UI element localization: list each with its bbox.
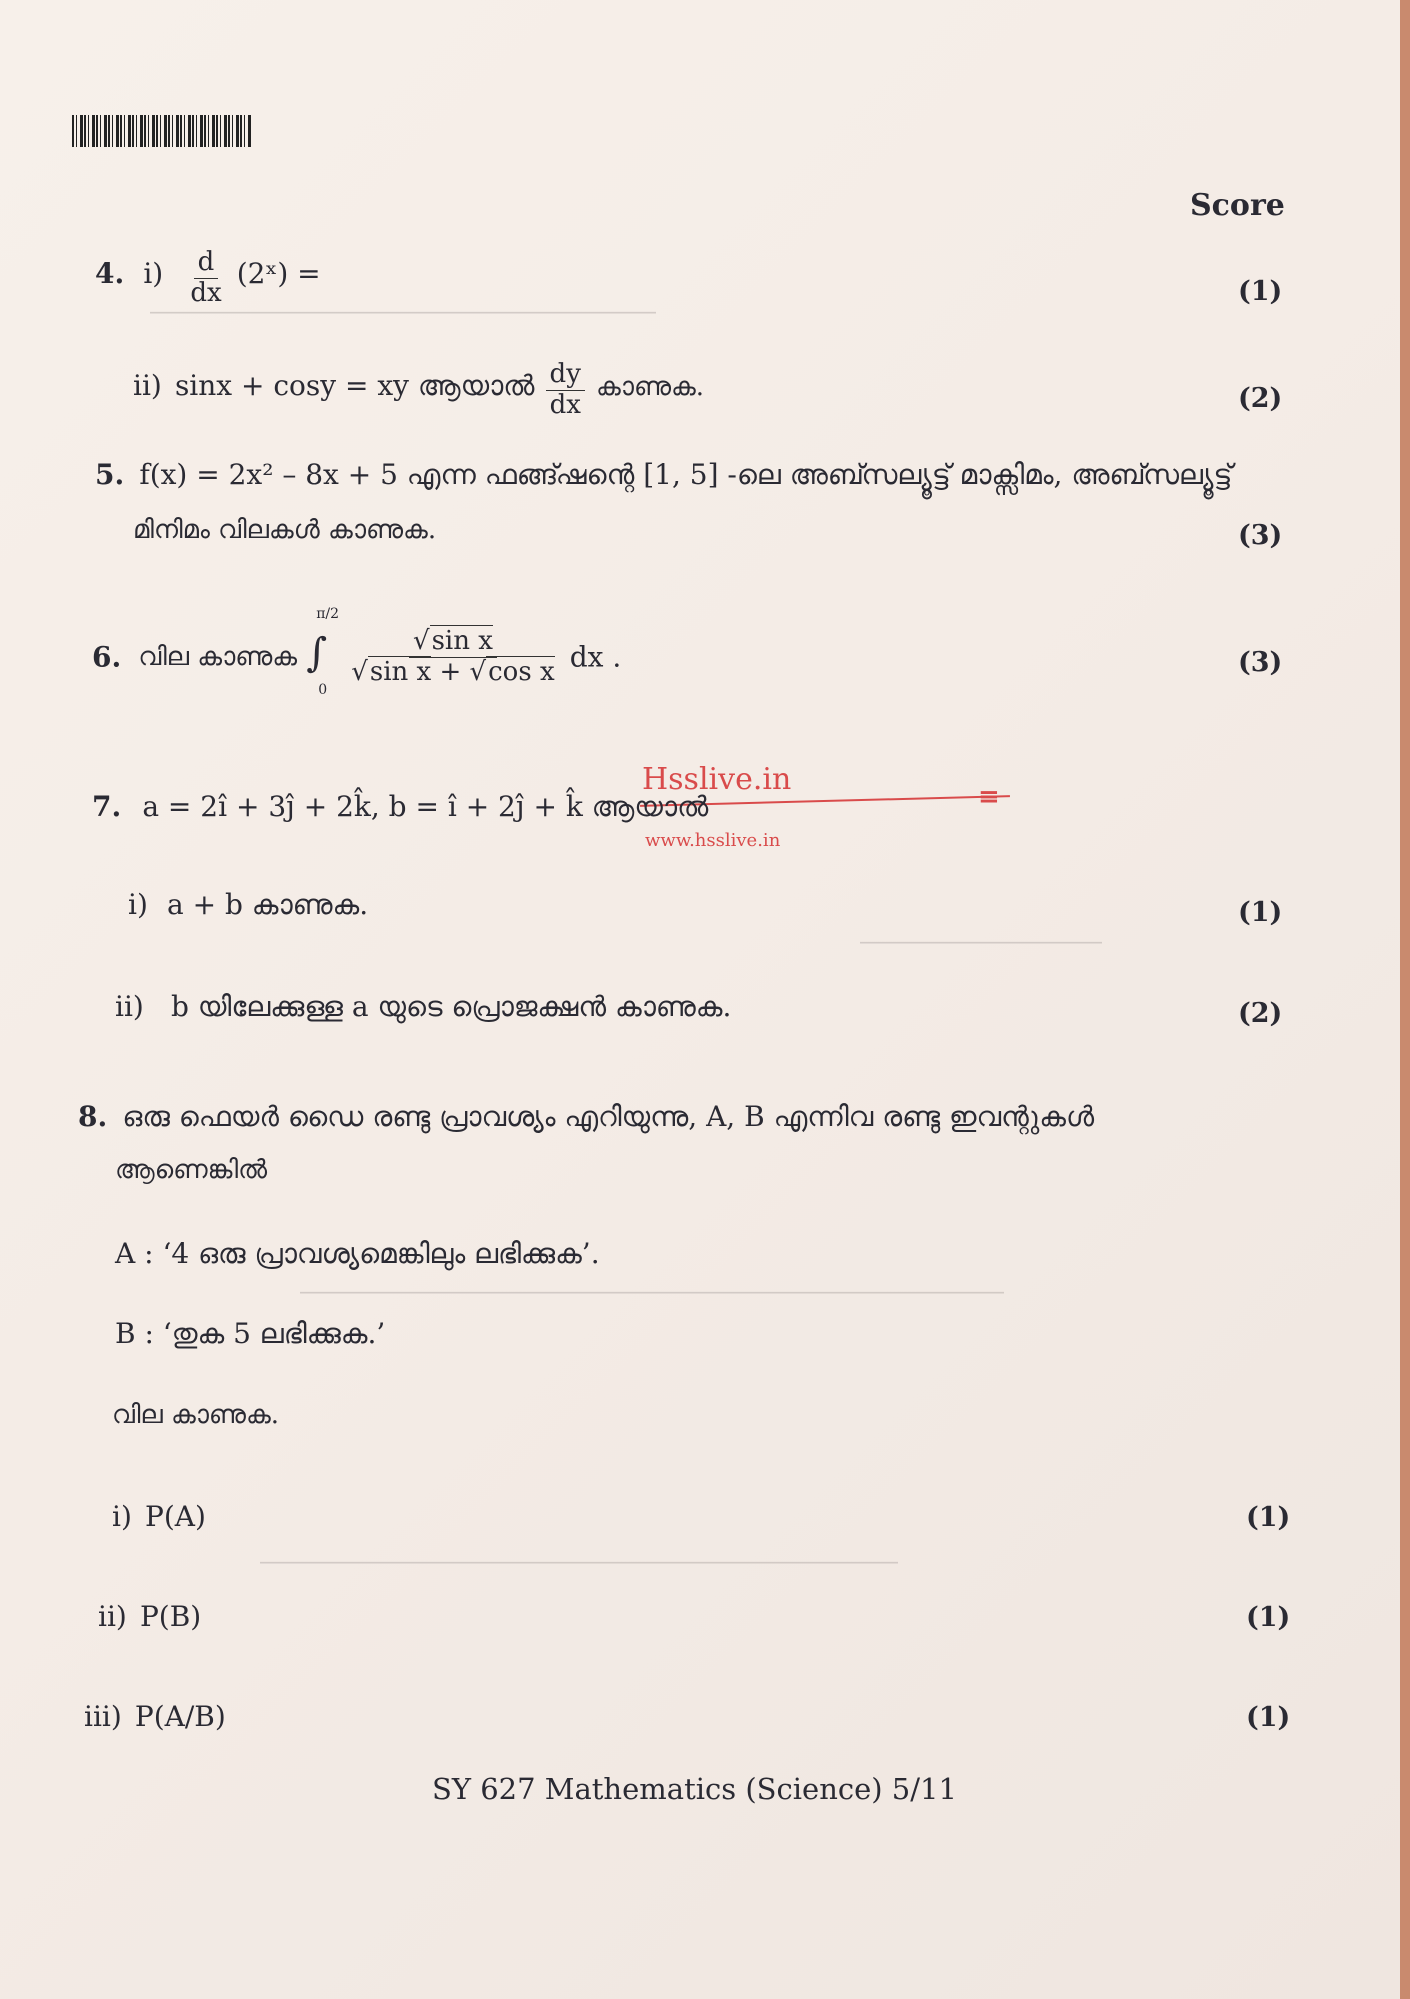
question-8-instruction: വില കാണുക. <box>112 1400 280 1430</box>
mark-q8-i: (1) <box>1246 1502 1291 1533</box>
question-7-part-i <box>128 888 368 922</box>
question-7 <box>92 790 708 824</box>
question-5-line-2: മിനിമം വിലകൾ കാണുക. <box>133 515 437 545</box>
question-4-part-ii <box>133 360 704 421</box>
probability-expression: P(B) <box>139 1600 202 1633</box>
question-text: a + b കാണുക. <box>166 888 369 921</box>
part-label: ii) <box>98 1600 127 1633</box>
part-label: i) <box>128 888 148 921</box>
question-7-part-ii <box>115 990 731 1024</box>
derivative-operator: $\frac{d}{dx}$ <box>190 247 222 308</box>
integrand-fraction: $\frac{\text{√sin x}}{\text{√sin x + √cos x}}$ <box>351 625 555 687</box>
vector-definition: a = 2î + 3ĵ + 2k̂, b = î + 2ĵ + k̂ ആയാൽ <box>142 790 709 823</box>
show-through-text: ――――――――――――――――――――――――――――― <box>260 1550 898 1575</box>
question-number: 6. <box>92 640 122 674</box>
barcode <box>72 115 252 147</box>
mark-q6: (3) <box>1238 647 1283 678</box>
show-through-text: ―――――――――――――――――――――――――――――――― <box>300 1280 1004 1305</box>
question-text: f(x) = 2x² – 8x + 5 എന്ന ഫങ്ങ്ഷന്റെ [1, 5] -ലെ അബ്സല്യൂട്ട് മാക്സിമം, അബ്സല്യൂട്ട് <box>139 458 1233 491</box>
derivative-expression: (2ˣ) = <box>236 256 321 290</box>
watermark-mark-icon: ≡ <box>978 782 1000 812</box>
question-number: 5. <box>95 458 125 491</box>
mark-q4-i: (1) <box>1238 276 1283 307</box>
question-number: 4. <box>95 256 125 290</box>
question-8 <box>78 1100 1094 1134</box>
dy-dx-fraction: $\frac{dy}{dx}$ <box>546 360 585 421</box>
question-number: 8. <box>78 1100 108 1133</box>
question-text: b യിലേക്കുള്ള a യുടെ പ്രൊജക്ഷൻ കാണുക. <box>170 990 732 1023</box>
part-label: i) <box>112 1500 132 1533</box>
mark-q7-i: (1) <box>1238 897 1283 928</box>
show-through-text: ――――――――――― <box>860 930 1102 955</box>
question-text: വില കാണുക <box>138 641 298 672</box>
mark-q4-ii: (2) <box>1238 383 1283 414</box>
question-text: sinx + cosy = xy ആയാൽ <box>174 368 535 402</box>
part-label: ii) <box>115 990 144 1023</box>
mark-q7-ii: (2) <box>1238 998 1283 1029</box>
part-label: iii) <box>84 1700 122 1733</box>
question-text: കാണുക. <box>595 371 705 402</box>
probability-expression: P(A/B) <box>134 1700 226 1733</box>
mark-q8-iii: (1) <box>1246 1702 1291 1733</box>
question-8-part-i <box>112 1500 206 1533</box>
mark-q8-ii: (1) <box>1246 1602 1291 1633</box>
question-number: 7. <box>92 790 122 823</box>
event-b-definition: B : ‘തുക 5 ലഭിക്കുക.’ <box>115 1317 386 1350</box>
event-a-definition: A : ‘4 ഒരു പ്രാവശ്യമെങ്കിലും ലഭിക്കുക’. <box>115 1237 600 1270</box>
dx: dx . <box>569 640 622 674</box>
score-heading: Score <box>1190 188 1285 223</box>
show-through-text: ――――――――――――――――――――――― <box>150 300 656 325</box>
probability-expression: P(A) <box>144 1500 206 1533</box>
question-6 <box>92 606 622 702</box>
question-text: ഒരു ഫെയർ ഡൈ രണ്ടു പ്രാവശ്യം എറിയുന്നു, A, B എന്നിവ രണ്ടു ഇവന്റുകൾ <box>122 1100 1095 1133</box>
watermark-url: www.hsslive.in <box>645 830 781 851</box>
question-8-part-iii <box>84 1700 226 1733</box>
question-8-part-ii <box>98 1600 201 1633</box>
question-5 <box>95 458 1232 492</box>
question-4-part-i <box>95 248 321 309</box>
page-footer: SY 627 Mathematics (Science) 5/11 <box>432 1772 957 1806</box>
part-label: i) <box>143 256 164 290</box>
integral-sign: π/2 ∫ 0 <box>306 606 340 698</box>
mark-q5: (3) <box>1238 520 1283 551</box>
question-8-line-2: ആണെങ്കിൽ <box>115 1155 268 1185</box>
part-label: ii) <box>133 368 162 402</box>
watermark-title: Hsslive.in <box>642 762 792 797</box>
